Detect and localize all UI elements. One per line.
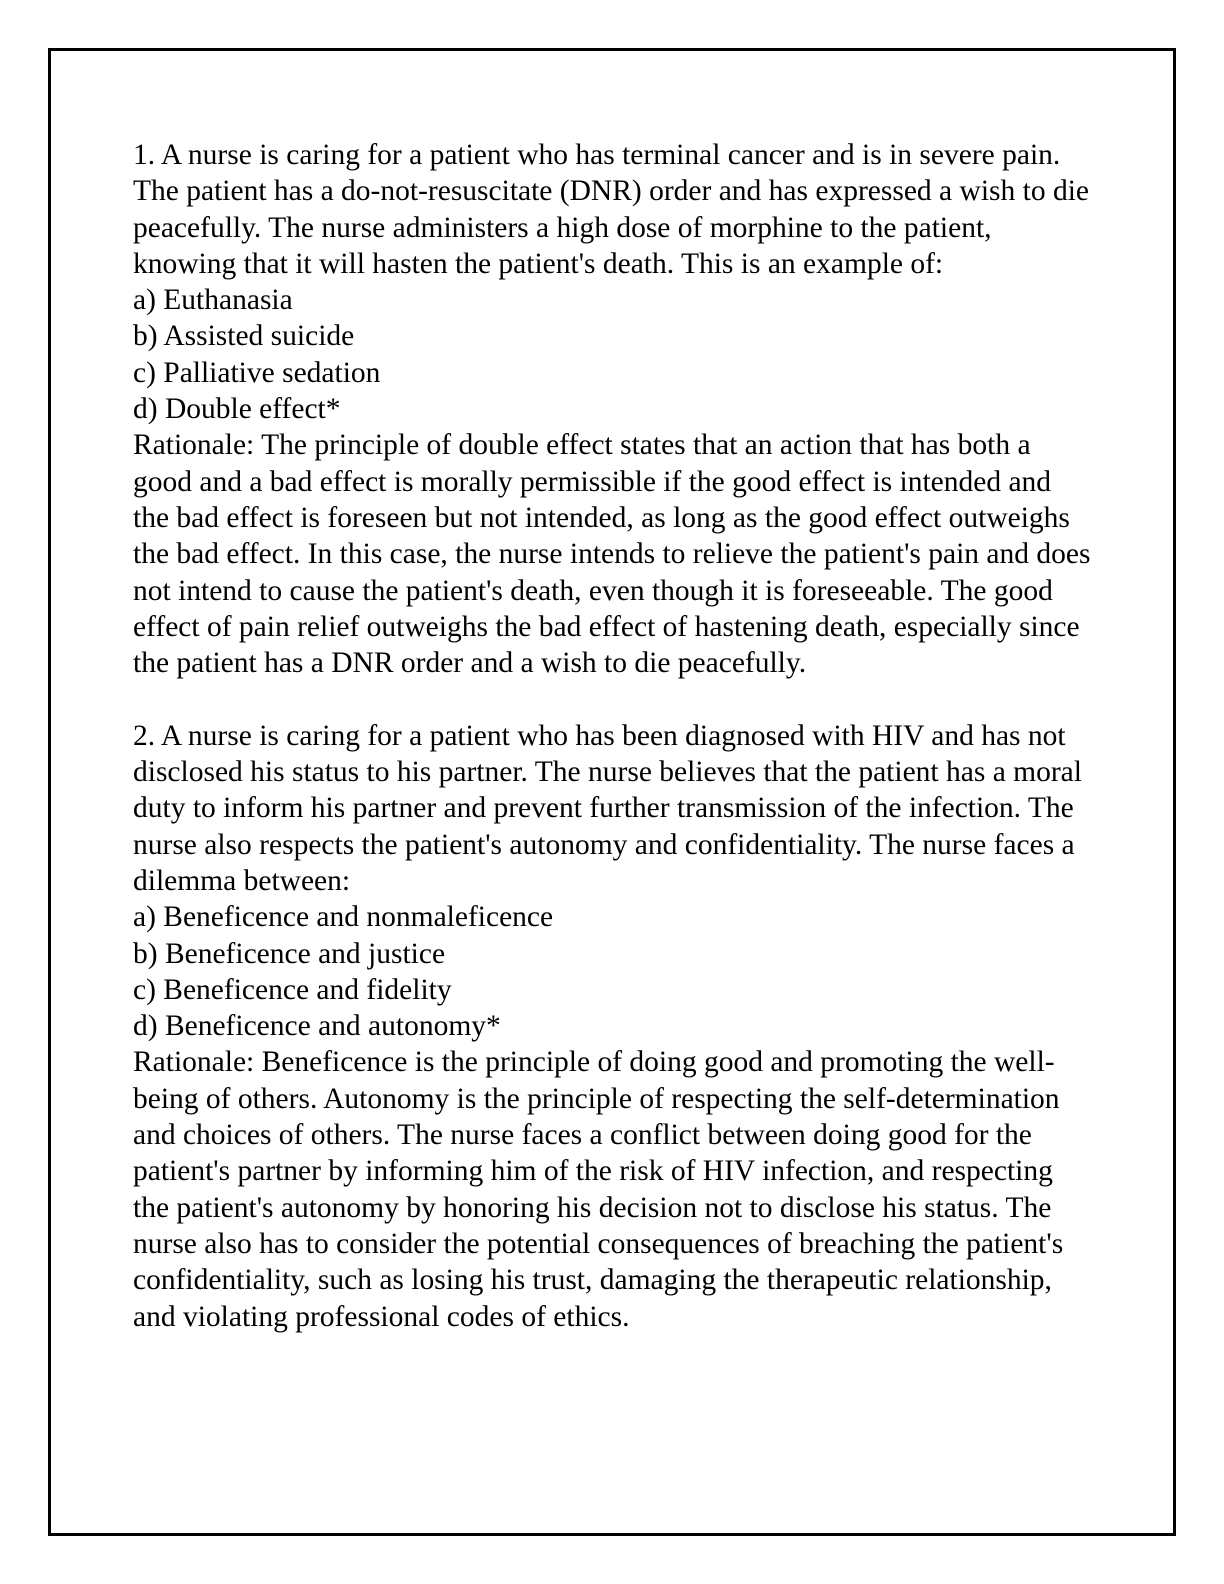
option-d-correct: d) Double effect* <box>133 393 341 426</box>
rationale-text: Rationale: Beneficence is the principle of doing good and promoting the well-being of others. Autonomy is the principle of respecting the self-determination and choices of others. The nurse faces a conflict between doing good for the patient's partner by informing him of the risk of HIV infection, and respecting the patient's autonomy by honoring his decision not to disclose his status. The nurse also has to consider the potential consequences of breaching the patient's confidentiality, such as losing his trust, damaging the therapeutic relationship, and violating professional codes of ethics. <box>133 1046 1064 1333</box>
option-c: c) Palliative sedation <box>133 356 381 389</box>
option-d-correct: d) Beneficence and autonomy* <box>133 1010 501 1043</box>
question-stem: 1. A nurse is caring for a patient who has terminal cancer and is in severe pain. The patient has a do-not-resuscitate (DNR) order and has expressed a wish to die peacefully. The nurse administers a high dose of morphine to the patient, knowing that it will hasten the patient's death. This is an example of: <box>133 139 1089 280</box>
option-a: a) Euthanasia <box>133 284 293 317</box>
option-a: a) Beneficence and nonmaleficence <box>133 901 554 934</box>
option-b: b) Assisted suicide <box>133 320 355 353</box>
question-1 <box>133 137 1093 681</box>
document-body <box>133 137 1093 1335</box>
option-b: b) Beneficence and justice <box>133 937 446 970</box>
answer-options <box>133 899 1093 1044</box>
question-stem: 2. A nurse is caring for a patient who has been diagnosed with HIV and has not disclosed his status to his partner. The nurse believes that the patient has a moral duty to inform his partner and prevent further transmission of the infection. The nurse also respects the patient's autonomy and confidentiality. The nurse faces a dilemma between: <box>133 719 1082 897</box>
question-2 <box>133 718 1093 1335</box>
option-c: c) Beneficence and fidelity <box>133 973 452 1006</box>
rationale-text: Rationale: The principle of double effect states that an action that has both a good and a bad effect is morally permissible if the good effect is intended and the bad effect is foreseen but not intended, as long as the good effect outweighs the bad effect. In this case, the nurse intends to relieve the patient's pain and does not intend to cause the patient's death, even though it is foreseeable. The good effect of pain relief outweighs the bad effect of hastening death, especially since the patient has a DNR order and a wish to die peacefully. <box>133 429 1091 680</box>
answer-options <box>133 282 1093 427</box>
